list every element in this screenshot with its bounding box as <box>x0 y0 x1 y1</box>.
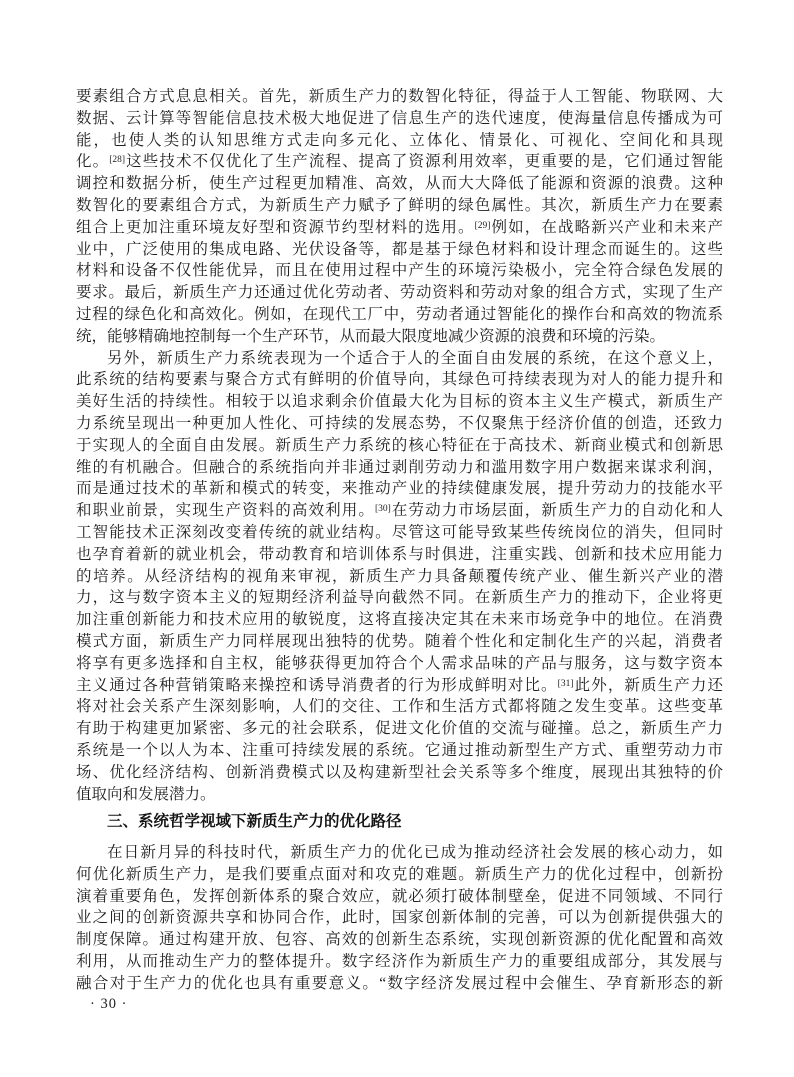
text-line: 系统是一个以人为本、注重可持续发展的系统。它通过推动新型生产方式、重塑劳动力市 <box>76 741 723 759</box>
text-line: 值取向和发展潜力。 <box>76 785 216 803</box>
text-line: 化。[28]这些技术不仅优化了生产流程、提高了资源利用效率，更重要的是，它们通过智能 <box>76 153 723 171</box>
text-line: 加注重创新能力和技术应用的敏锐度，这将直接决定其在未来市场竞争中的地位。在消费 <box>76 611 723 629</box>
page-content <box>76 86 723 995</box>
text-line: 美好生活的持续性。相较于以追求剩余价值最大化为目标的资本主义生产模式，新质生产 <box>76 393 723 411</box>
text-line: 要求。最后，新质生产力还通过优化劳动者、劳动资料和劳动对象的组合方式，实现了生产 <box>76 284 723 302</box>
footnote-ref: [28] <box>109 155 126 166</box>
text-line: 业中，广泛使用的集成电路、光伏设备等，都是基于绿色材料和设计理念而诞生的。这些 <box>76 240 723 258</box>
text-line: 力系统呈现出一种更加人性化、可持续的发展态势，不仅聚焦于经济价值的创造，还致力 <box>76 414 723 432</box>
text-line: 的培养。从经济结构的视角来审视，新质生产力具备颠覆传统产业、催生新兴产业的潜 <box>76 567 723 585</box>
footnote-ref: [30] <box>374 504 391 515</box>
text-line: 数智化的要素组合方式，为新质生产力赋予了鲜明的绿色属性。其次，新质生产力在要素 <box>76 196 723 214</box>
text-line: 力，这与数字资本主义的短期经济利益导向截然不同。在新质生产力的推动下，企业将更 <box>76 589 723 607</box>
paragraph <box>76 842 723 995</box>
text-line: 模式方面，新质生产力同样展现出独特的优势。随着个性化和定制化生产的兴起，消费者 <box>76 632 723 650</box>
paragraph <box>76 348 723 806</box>
text-line: 有助于构建更加紧密、多元的社会联系，促进文化价值的交流与碰撞。总之，新质生产力 <box>76 720 723 738</box>
text-line: 能，也使人类的认知思维方式走向多元化、立体化、情景化、可视化、空间化和具现 <box>76 131 723 149</box>
text-line: 场、优化经济结构、创新消费模式以及构建新型社会关系等多个维度，展现出其独特的价 <box>76 763 723 781</box>
text-line: 也孕育着新的就业机会，带动教育和培训体系与时俱进，注重实践、创新和技术应用能力 <box>76 545 723 563</box>
footnote-ref: [31] <box>557 678 574 689</box>
text-line: 而是通过技术的革新和模式的转变，来推动产业的持续健康发展，提升劳动力的技能水平 <box>76 480 723 498</box>
text-line: 制度保障。通过构建开放、包容、高效的创新生态系统，实现创新资源的优化配置和高效 <box>76 931 723 949</box>
footnote-ref: [29] <box>474 220 491 231</box>
text-line: 要素组合方式息息相关。首先，新质生产力的数智化特征，得益于人工智能、物联网、大 <box>76 88 723 105</box>
text-line: 利用，从而推动生产力的整体提升。数字经济作为新质生产力的重要组成部分，其发展与 <box>76 953 723 971</box>
text-line: 数据、云计算等智能信息技术极大地促进了信息生产的迭代速度，使海量信息传播成为可 <box>76 109 723 127</box>
text-line: 统，能够精确地控制每一个生产环节，从而最大限度地减少资源的浪费和环境的污染。 <box>76 327 666 345</box>
text-line: 维的有机融合。但融合的系统指向并非通过剥削劳动力和滥用数字用户数据来谋求利润， <box>76 458 723 476</box>
text-line: 融合对于生产力的优化也具有重要意义。“数字经济发展过程中会催生、孕育新形态的新 <box>76 974 723 992</box>
text-line: 另外，新质生产力系统表现为一个适合于人的全面自由发展的系统，在这个意义上， <box>107 349 723 367</box>
text-line: 将对社会关系产生深刻影响，人们的交往、工作和生活方式都将随之发生变革。这些变革 <box>76 698 723 716</box>
text-line: 调控和数据分析，使生产过程更加精准、高效，从而大大降低了能源和资源的浪费。这种 <box>76 175 723 193</box>
text-line: 材料和设备不仅性能优异，而且在使用过程中产生的环境污染极小，完全符合绿色发展的 <box>76 262 723 280</box>
text-line: 组合上更加注重环境友好型和资源节约型材料的选用。[29]例如，在战略新兴产业和未来产 <box>76 218 723 236</box>
text-line: 和职业前景，实现生产资料的高效利用。[30]在劳动力市场层面，新质生产力的自动化和人 <box>76 502 723 520</box>
text-line: 将享有更多选择和自主权，能够获得更加符合个人需求品味的产品与服务，这与数字资本 <box>76 654 723 672</box>
page-number: · 30 · <box>90 996 128 1012</box>
paragraph <box>76 86 723 348</box>
text-line: 过程的绿色化和高效化。例如，在现代工厂中，劳动者通过智能化的操作台和高效的物流系 <box>76 305 723 323</box>
text-line: 于实现人的全面自由发展。新质生产力系统的核心特征在于高技术、新商业模式和创新思 <box>76 436 723 454</box>
section-heading: 三、系统哲学视域下新质生产力的优化路径 <box>107 813 402 831</box>
text-line: 在日新月异的科技时代，新质生产力的优化已成为推动经济社会发展的核心动力，如 <box>107 844 723 862</box>
text-line: 何优化新质生产力，是我们要重点面对和攻克的难题。新质生产力的优化过程中，创新扮 <box>76 865 723 883</box>
text-line: 演着重要角色，发挥创新体系的聚合效应，就必须打破体制壁垒，促进不同领域、不同行 <box>76 887 723 905</box>
text-line: 工智能技术正深刻改变着传统的就业结构。尽管这可能导致某些传统岗位的消失，但同时 <box>76 523 723 541</box>
text-line: 业之间的创新资源共享和协同合作，此时，国家创新体制的完善，可以为创新提供强大的 <box>76 909 723 927</box>
text-line: 主义通过各种营销策略来操控和诱导消费者的行为形成鲜明对比。[31]此外，新质生产力还 <box>76 676 723 694</box>
text-line: 此系统的结构要素与聚合方式有鲜明的价值导向，其绿色可持续表现为对人的能力提升和 <box>76 371 723 389</box>
